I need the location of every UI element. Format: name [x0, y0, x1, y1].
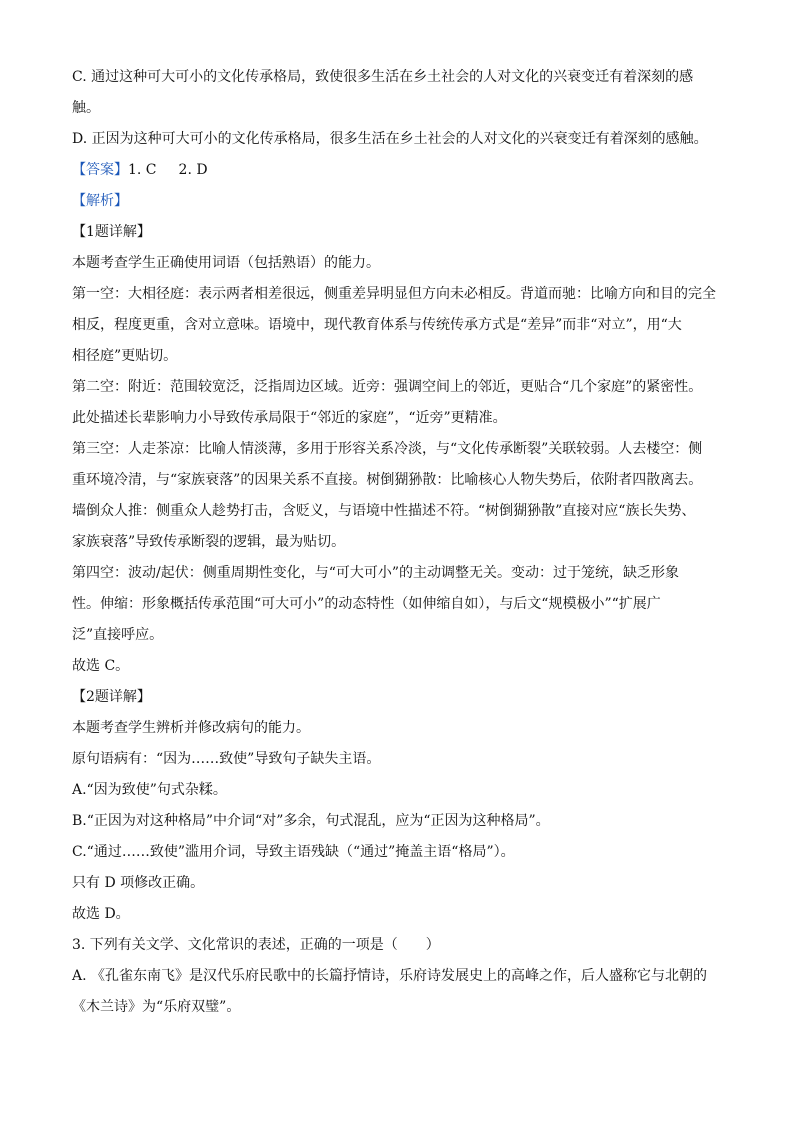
q1-line: 第四空：波动/起伏：侧重周期性变化，与“可大可小”的主动调整无关。变动：过于笼统，缺乏形象 [72, 565, 680, 581]
q1-line: 本题考查学生正确使用词语（包括熟语）的能力。 [72, 255, 380, 271]
q1-line: 相反，程度更重，含对立意味。语境中，现代教育体系与传统传承方式是“差异”而非“对立”，用“大 [72, 317, 682, 333]
q1-line: 第二空：附近：范围较宽泛，泛指周边区域。近旁：强调空间上的邻近，更贴合“几个家庭”的紧密性。 [72, 379, 703, 395]
q2-conclusion: 故选 D。 [72, 906, 130, 922]
q2-line: 原句语病有：“因为……致使”导致句子缺失主语。 [72, 751, 381, 767]
q1-conclusion: 故选 C。 [72, 658, 130, 674]
option-c-line-1: C. 通过这种可大可小的文化传承格局，致使很多生活在乡土社会的人对文化的兴衰变迁有着深刻的感 [72, 69, 694, 85]
question-3-stem: 3. 下列有关文学、文化常识的表述，正确的一项是（ ） [72, 937, 440, 953]
q2-line: B.“正因为对这种格局”中介词“对”多余，句式混乱，应为“正因为这种格局”。 [72, 813, 550, 829]
q2-line: A.“因为致使”句式杂糅。 [72, 782, 227, 798]
q1-line: 性。伸缩：形象概括传承范围“可大可小”的动态特性（如伸缩自如），与后文“规模极小”“扩展广 [72, 596, 661, 612]
option-d-line: D. 正因为这种可大可小的文化传承格局，很多生活在乡土社会的人对文化的兴衰变迁有着深刻的感触。 [72, 131, 708, 147]
q1-line: 墙倒众人推：侧重众人趁势打击，含贬义，与语境中性描述不符。“树倒猢狲散”直接对应“族长失势、 [72, 503, 696, 519]
q2-line: C.“通过……致使”滥用介词，导致主语残缺（“通过”掩盖主语“格局”）。 [72, 844, 515, 860]
answer-2: 2. D [178, 162, 208, 178]
q2-line: 只有 D 项修改正确。 [72, 875, 205, 891]
q1-line: 相径庭”更贴切。 [72, 348, 178, 364]
q1-line: 第三空：人走茶凉：比喻人情淡薄，多用于形容关系冷淡，与“文化传承断裂”关联较弱。人去楼空：侧 [72, 441, 703, 457]
question-3-option-a-line-2: 《木兰诗》为“乐府双璧”。 [72, 999, 241, 1015]
document-body [72, 62, 722, 1023]
q1-line: 泛”直接呼应。 [72, 627, 164, 643]
analysis-tag: 【解析】 [72, 193, 128, 209]
question-3-option-a-line-1: A. 《孔雀东南飞》是汉代乐府民歌中的长篇抒情诗，乐府诗发展史上的高峰之作，后人盛称它与北朝的 [72, 968, 708, 984]
q1-line: 重环境冷清，与“家族衰落”的因果关系不直接。树倒猢狲散：比喻核心人物失势后，依附者四散离去。 [72, 472, 703, 488]
q1-line: 家族衰落”导致传承断裂的逻辑，最为贴切。 [72, 534, 346, 550]
q2-detail-tag: 【2题详解】 [72, 689, 151, 705]
q1-detail-tag: 【1题详解】 [72, 224, 151, 240]
answer-line [72, 155, 722, 186]
q1-line: 第一空：大相径庭：表示两者相差很远，侧重差异明显但方向未必相反。背道而驰：比喻方向和目的完全 [72, 286, 716, 302]
q2-line: 本题考查学生辨析并修改病句的能力。 [72, 720, 310, 736]
q1-line: 此处描述长辈影响力小导致传承局限于“邻近的家庭”，“近旁”更精准。 [72, 410, 507, 426]
answer-1: 1. C [128, 162, 157, 178]
option-c-line-2: 触。 [72, 100, 100, 116]
answer-tag: 【答案】 [72, 162, 128, 178]
